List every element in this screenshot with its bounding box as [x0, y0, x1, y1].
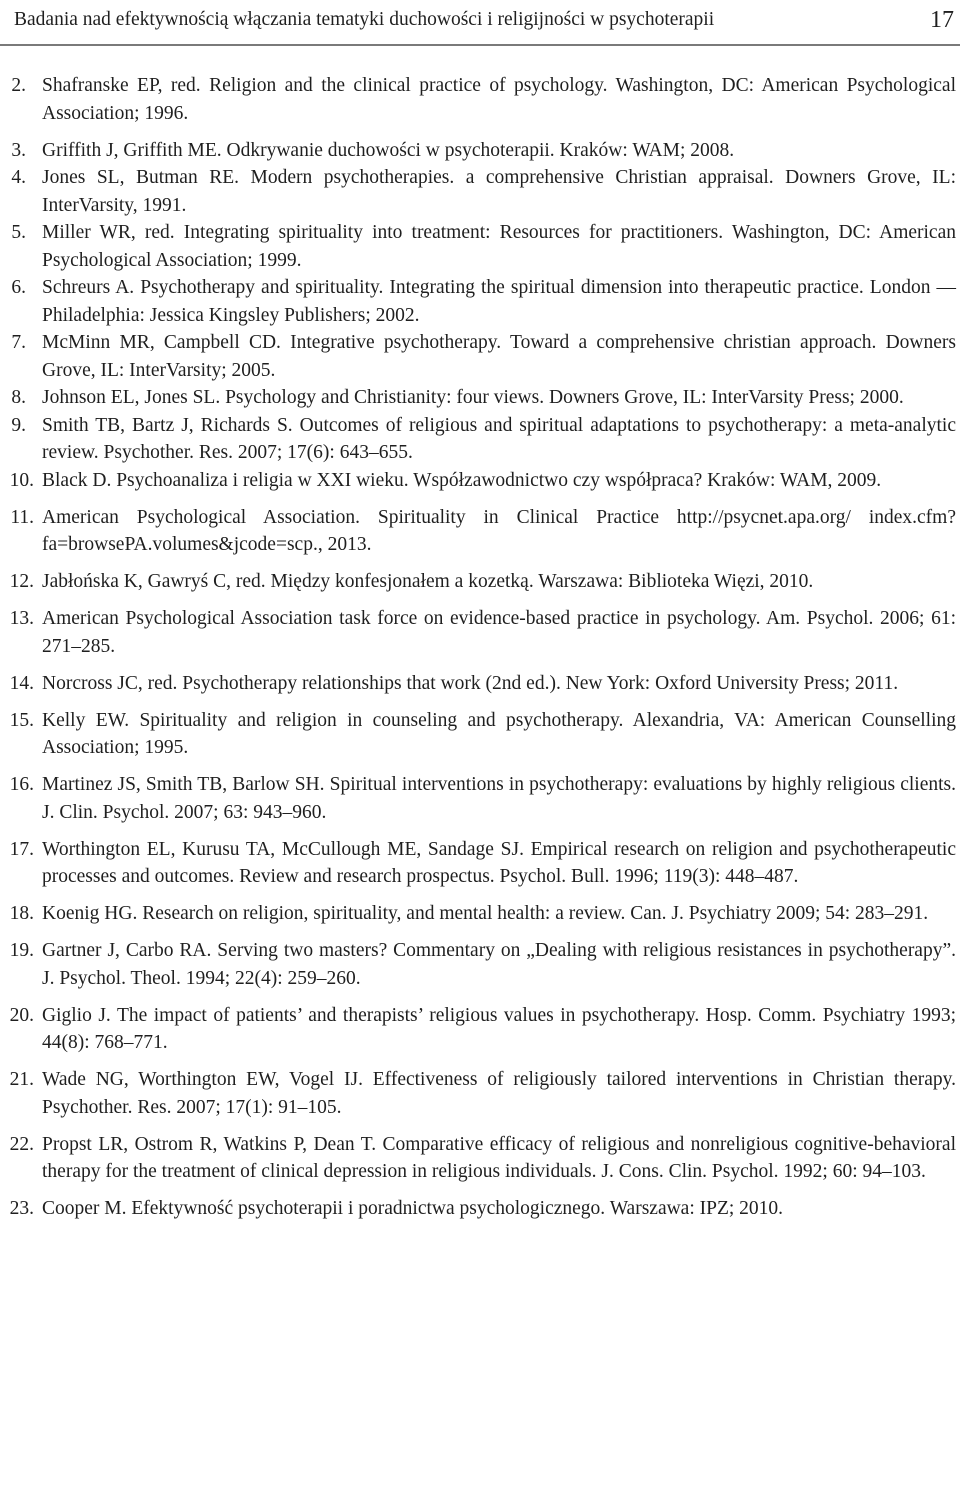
- reference-number: 2.: [11, 75, 26, 96]
- reference-text: Griffith J, Griffith ME. Odkrywanie duchowości w psychoterapii. Kraków: WAM; 2008.: [42, 139, 735, 161]
- reference-item: [0, 568, 960, 596]
- reference-item: [0, 900, 960, 928]
- reference-text: Shafranske EP, red. Religion and the clinical practice of psychology. Washington, DC: American Psychological Association; 1996.: [42, 75, 956, 124]
- reference-number: 16.: [9, 774, 34, 795]
- reference-number: 6.: [11, 277, 26, 298]
- reference-item: [0, 1131, 960, 1186]
- reference-item: [0, 771, 960, 826]
- reference-number: 5.: [11, 222, 26, 243]
- reference-item: [0, 1002, 960, 1057]
- header-rule: [0, 44, 960, 46]
- reference-item: [0, 467, 960, 495]
- reference-number: 12.: [9, 571, 34, 592]
- reference-text: Kelly EW. Spirituality and religion in counseling and psychotherapy. Alexandria, VA: American Counselling Association; 1995.: [42, 709, 956, 758]
- reference-text: Koenig HG. Research on religion, spirituality, and mental health: a review. Can. J. Psychiatry 2009; 54: 283–291.: [42, 903, 929, 924]
- reference-item: [0, 670, 960, 698]
- reference-number: 20.: [9, 1004, 34, 1026]
- reference-item: [0, 937, 960, 992]
- reference-number: 15.: [9, 709, 34, 731]
- reference-number: 10.: [9, 469, 34, 491]
- reference-text: Martinez JS, Smith TB, Barlow SH. Spiritual interventions in psychotherapy: evaluations by highly religious clients. J. Clin. Psychol. 2007; 63: 943–960.: [42, 774, 956, 823]
- reference-number: 13.: [9, 608, 34, 629]
- reference-text: Smith TB, Bartz J, Richards S. Outcomes of religious and spiritual adaptations to psychotherapy: a meta-analytic review. Psychother. Res. 2007; 17(6): 643–655.: [42, 414, 956, 463]
- reference-text: Propst LR, Ostrom R, Watkins P, Dean T. Comparative efficacy of religious and nonreligious cognitive-behavioral therapy for the treatment of clinical depression in religious individuals. J. Cons. Clin. Psychol. 1992; 60: 94–103.: [42, 1133, 956, 1182]
- reference-text: McMinn MR, Campbell CD. Integrative psychotherapy. Toward a comprehensive christian approach. Downers Grove, IL: InterVarsity; 2005.: [42, 332, 956, 381]
- reference-number: 8.: [11, 387, 26, 408]
- reference-text: Black D. Psychoanaliza i religia w XXI wieku. Współzawodnictwo czy współpraca? Kraków: WAM, 2009.: [42, 469, 882, 491]
- running-header: [14, 0, 960, 40]
- reference-item: [0, 72, 960, 127]
- reference-item: [0, 836, 960, 891]
- reference-item: [0, 329, 960, 384]
- reference-text: Worthington EL, Kurusu TA, McCullough ME, Sandage SJ. Empirical research on religion and psychotherapeutic processes and outcomes. Review and research prospectus. Psychol. Bull. 1996; 119(3): 448–487.: [42, 838, 956, 887]
- reference-text: Schreurs A. Psychotherapy and spirituality. Integrating the spiritual dimension into therapeutic practice. London —Philadelphia: Jessica Kingsley Publishers; 2002.: [42, 277, 956, 326]
- reference-number: 7.: [11, 332, 26, 353]
- reference-item: [0, 137, 960, 165]
- reference-number: 18.: [9, 903, 34, 924]
- reference-number: 11.: [10, 506, 34, 528]
- reference-item: [0, 1066, 960, 1121]
- reference-number: 4.: [11, 167, 26, 188]
- reference-text: Cooper M. Efektywność psychoterapii i poradnictwa psychologicznego. Warszawa: IPZ; 2010.: [42, 1198, 784, 1219]
- reference-text: Jones SL, Butman RE. Modern psychotherapies. a comprehensive Christian appraisal. Downers Grove, IL: InterVarsity, 1991.: [42, 167, 956, 216]
- reference-text: Jabłońska K, Gawryś C, red. Między konfesjonałem a kozetką. Warszawa: Biblioteka Więzi, 2010.: [42, 571, 814, 592]
- reference-item: [0, 274, 960, 329]
- reference-text: American Psychological Association. Spirituality in Clinical Practice http://psycnet.apa.org/ index.cfm?fa=browsePA.volumes&jcode=scp., 2013.: [42, 506, 956, 555]
- reference-text: Gartner J, Carbo RA. Serving two masters? Commentary on „Dealing with religious resistances in psychotherapy”. J. Psychol. Theol. 1994; 22(4): 259–260.: [42, 940, 956, 989]
- reference-list: [0, 72, 960, 1223]
- reference-item: [0, 707, 960, 762]
- reference-number: 3.: [11, 139, 26, 161]
- reference-number: 23.: [9, 1198, 34, 1219]
- reference-number: 22.: [9, 1133, 34, 1155]
- reference-item: [0, 1195, 960, 1223]
- reference-item: [0, 504, 960, 559]
- reference-number: 21.: [9, 1069, 34, 1090]
- page-number: 17: [930, 6, 954, 33]
- reference-text: Johnson EL, Jones SL. Psychology and Christianity: four views. Downers Grove, IL: InterVarsity Press; 2000.: [42, 387, 904, 408]
- running-title: Badania nad efektywnością włączania tematyki duchowości i religijności w psychoterapii: [14, 9, 715, 30]
- reference-text: Wade NG, Worthington EW, Vogel IJ. Effectiveness of religiously tailored interventions in Christian therapy. Psychother. Res. 2007; 17(1): 91–105.: [42, 1069, 956, 1118]
- reference-item: [0, 412, 960, 467]
- reference-number: 19.: [9, 940, 34, 961]
- reference-item: [0, 219, 960, 274]
- reference-text: Miller WR, red. Integrating spirituality into treatment: Resources for practitioners. Washington, DC: American Psychological Association; 1999.: [42, 222, 956, 271]
- reference-item: [0, 164, 960, 219]
- reference-number: 17.: [9, 838, 34, 860]
- reference-text: American Psychological Association task force on evidence-based practice in psychology. Am. Psychol. 2006; 61: 271–285.: [42, 608, 956, 657]
- reference-item: [0, 384, 960, 412]
- reference-text: Giglio J. The impact of patients’ and therapists’ religious values in psychotherapy. Hosp. Comm. Psychiatry 1993; 44(8): 768–771.: [42, 1004, 956, 1053]
- reference-text: Norcross JC, red. Psychotherapy relationships that work (2nd ed.). New York: Oxford University Press; 2011.: [42, 672, 899, 694]
- reference-number: 14.: [9, 672, 34, 694]
- reference-item: [0, 605, 960, 660]
- reference-number: 9.: [11, 414, 26, 436]
